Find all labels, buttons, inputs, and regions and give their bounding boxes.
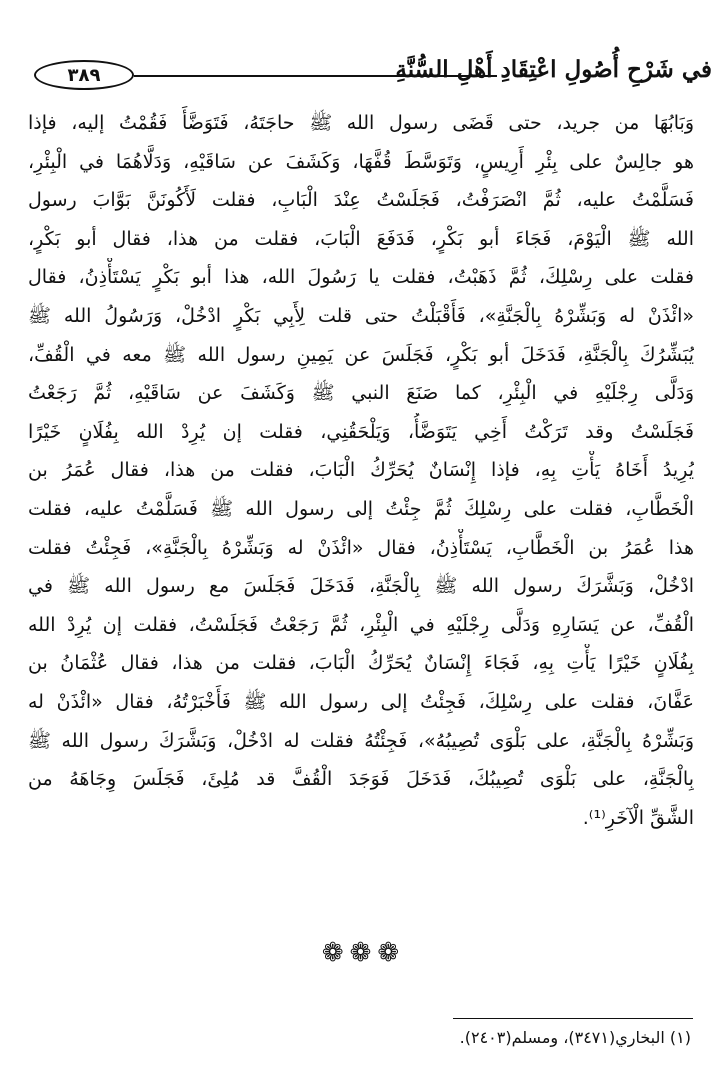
page-header <box>22 56 712 98</box>
footnote-divider <box>453 1018 693 1019</box>
text-line: بِالْجَنَّةِ، على بَلْوَى تُصِيبُكَ، فَدَخَلَ فَوَجَدَ الْقُفَّ قد مُلِئَ، فَجَلَسَ وِجَاهَهُ من <box>28 768 694 791</box>
footnote: (١) البخاري(٣٤٧١)، ومسلم(٢٤٠٣). <box>459 1028 691 1047</box>
text-line: عَفَّانَ، فقلت على رِسْلِكَ، فَجِئْتُ إلى رسول الله ﷺ فَأَخْبَرْتُهُ، فقال «ائْذَنْ له <box>28 690 694 713</box>
text-line: يُبَشِّرُكَ بِالْجَنَّةِ، فَدَخَلَ أبو بَكْرٍ، فَجَلَسَ عن يَمِينِ رسول الله ﷺ معه في الْقُفِّ، <box>28 343 694 366</box>
text-line: ادْخُلْ، وَبَشَّرَكَ رسول الله ﷺ بِالْجَنَّةِ، فَدَخَلَ فَجَلَسَ مع رسول الله ﷺ في <box>28 575 694 598</box>
text-line: بِفُلَانٍ خَيْرًا يَأْتِ بِهِ، فَجَاءَ إِنْسَانٌ يُحَرِّكُ الْبَابَ، فقلت من هذا، فقال عُثْمَانُ بن <box>28 652 694 675</box>
text-line: «ائْذَنْ له وَبَشِّرْهُ بِالْجَنَّةِ»، فَأَقْبَلْتُ حتى قلت لِأَبِي بَكْرٍ ادْخُلْ، وَرَسُولُ الله ﷺ <box>28 304 694 327</box>
text-line: وَبَابُهَا من جريد، حتى قَضَى رسول الله ﷺ حاجَتَهُ، فَتَوَضَّأَ فَقُمْتُ إليه، فإذا <box>28 112 694 134</box>
text-line: هذا عُمَرُ بن الْخَطَّابِ، يَسْتَأْذِنُ، فقال «ائْذَنْ له وَبَشِّرْهُ بِالْجَنَّةِ»، فَجِئْتُ فقلت <box>28 536 694 559</box>
section-ornament: ❁❁❁ <box>321 938 406 968</box>
page-number: ٣٨٩ <box>34 60 134 90</box>
text-line: الْقُفِّ، عن يَسَارِهِ وَدَلَّى رِجْلَيْهِ في الْبِئْرِ، ثُمَّ رَجَعْتُ فَجَلَسْتُ، فقلت إن يُرِدْ الله <box>28 613 694 636</box>
text-line: هو جالِسٌ على بِئْرِ أَرِيسٍ، وَتَوَسَّطَ قُفَّهَا، وَكَشَفَ عن سَاقَيْهِ، وَدَلَّاهُمَا في الْبِئْرِ، <box>28 150 694 173</box>
text-line: وَدَلَّى رِجْلَيْهِ في الْبِئْرِ، كما صَنَعَ النبي ﷺ وَكَشَفَ عن سَاقَيْهِ، ثُمَّ رَجَعْتُ <box>28 382 694 405</box>
body-text <box>28 104 694 837</box>
text-line: الله ﷺ الْيَوْمَ، فَجَاءَ أبو بَكْرٍ، فَدَفَعَ الْبَابَ، فقلت من هذا، فقال أبو بَكْرٍ، <box>28 227 694 250</box>
text-line: الْخَطَّابِ، فقلت على رِسْلِكَ ثُمَّ جِئْتُ إلى رسول الله ﷺ فَسَلَّمْتُ عليه، فقلت <box>28 497 694 520</box>
text-line: فقلت على رِسْلِكَ، ثُمَّ ذَهَبْتُ، فقلت يا رَسُولَ الله، هذا أبو بَكْرٍ يَسْتَأْذِنُ، فقال <box>28 266 694 289</box>
text-line: فَجَلَسْتُ وقد تَرَكْتُ أَخِي يَتَوَضَّأُ، وَيَلْحَقُنِي، فقلت إن يُرِدْ الله بِفُلَانٍ خَيْرًا <box>28 420 694 443</box>
text-line-last: الشَّقِّ الْآخَرِ⁽¹⁾. <box>582 806 694 829</box>
text-line: يُرِيدُ أَخَاهُ يَأْتِ بِهِ، فإذا إِنْسَانٌ يُحَرِّكُ الْبَابَ، فقلت من هذا، فقال عُمَرُ بن <box>28 459 694 482</box>
text-line: وَبَشِّرْهُ بِالْجَنَّةِ، على بَلْوَى تُصِيبُهُ»، فَجِئْتُهُ فقلت له ادْخُلْ، وَبَشَّرَكَ رسول الله ﷺ <box>28 729 694 752</box>
running-title: في شَرْحِ أُصُولِ اعْتِقَادِ أَهْلِ السُّنَّةِ <box>395 56 712 83</box>
text-line: فَسَلَّمْتُ عليه، ثُمَّ انْصَرَفْتُ، فَجَلَسْتُ عِنْدَ الْبَابِ، فقلت لَأَكُونَنَّ بَوَّابَ رسول <box>28 189 694 212</box>
